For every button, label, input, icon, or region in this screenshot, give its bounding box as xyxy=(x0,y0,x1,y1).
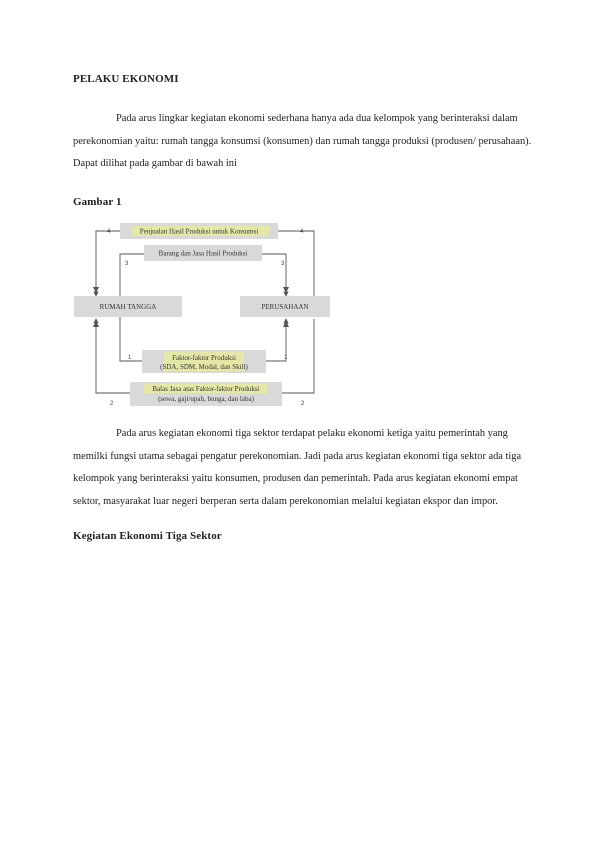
num-2-left: 2 xyxy=(110,401,114,407)
box-balas-jasa-text-1: Balas Jasa atas Faktor-faktor Produksi xyxy=(152,385,260,393)
arrowhead-4 xyxy=(93,287,99,293)
paragraph-intro xyxy=(73,108,533,176)
num-4-right: 4 xyxy=(300,229,304,235)
paragraph-intro-text: Pada arus lingkar kegiatan ekonomi sederhana hanya ada dua kelompok yang berinteraksi dalam perekonomian yaitu: rumah tangga konsumsi (konsumen) dan rumah tangga produksi (produsen/ perusahaan). Dapat dilihat pada gambar di bawah ini xyxy=(73,113,532,169)
paragraph-three-sector xyxy=(73,423,533,513)
box-rumah-tangga-text: RUMAH TANGGA xyxy=(99,303,157,311)
num-1-right: 1 xyxy=(284,355,288,361)
num-1-left: 1 xyxy=(128,355,132,361)
box-barang-text: Barang dan Jasa Hasil Produksi xyxy=(158,249,248,258)
box-faktor-text-1: Faktor-faktor Produksi xyxy=(172,354,236,362)
box-penjualan-text: Penjualan Hasil Produksi untuk Konsumsi xyxy=(139,227,259,236)
box-perusahaan-text: PERUSAHAAN xyxy=(261,303,309,311)
box-balas-jasa-text-2: (sewa, gaji/upah, bunga, dan laba) xyxy=(158,395,254,403)
num-3-left: 3 xyxy=(125,261,129,267)
box-faktor-text-2: (SDA, SDM, Modal, dan Skill) xyxy=(160,363,248,371)
arrowhead-3 xyxy=(283,287,289,293)
figure-label: Gambar 1 xyxy=(73,196,122,208)
section-heading: Kegiatan Ekonomi Tiga Sektor xyxy=(73,530,222,542)
arrowhead-1 xyxy=(283,321,289,327)
arrowhead-2 xyxy=(93,321,99,327)
page-title: PELAKU EKONOMI xyxy=(73,73,179,85)
num-3-right: 3 xyxy=(281,261,285,267)
circular-flow-diagram xyxy=(72,221,332,411)
paragraph-three-sector-text: Pada arus kegiatan ekonomi tiga sektor terdapat pelaku ekonomi ketiga yaitu pemerintah yang memilki fungsi utama sebagai pengatur perekonomian. Jadi pada arus kegiatan ekonomi tiga sektor ada tiga kelompok yang berinteraksi yaitu konsumen, produsen dan pemerintah. Pada arus kegiatan ekonomi empat sektor, masyarakat luar negeri berperan serta dalam perekonomian melalui kegiatan ekspor dan impor. xyxy=(73,428,522,507)
num-4-left: 4 xyxy=(107,229,111,235)
num-2-right: 2 xyxy=(301,401,305,407)
